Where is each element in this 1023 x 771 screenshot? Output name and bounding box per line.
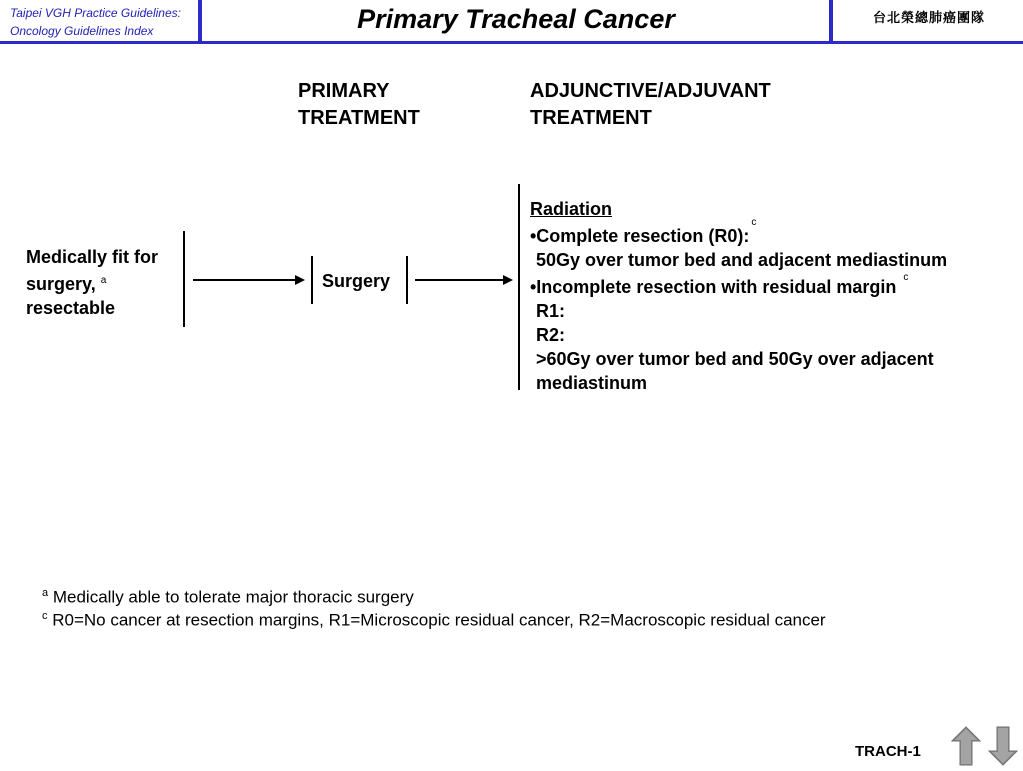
surgery-label: Surgery <box>322 271 391 291</box>
down-arrow-icon[interactable] <box>988 726 1018 766</box>
r2-detail-line2: mediastinum <box>536 373 648 393</box>
condition-box <box>26 245 186 320</box>
page-title: Primary Tracheal Cancer <box>357 4 675 34</box>
header-rule <box>0 41 1023 44</box>
adjunctive-header-line1: ADJUNCTIVE/ADJUVANT <box>530 80 771 102</box>
condition-line2: surgery, $^a$ <box>26 274 107 294</box>
condition-bracket <box>183 231 185 327</box>
surgery-bracket-right <box>406 256 408 304</box>
primary-header-line1: PRIMARY <box>298 80 390 102</box>
adjunctive-header-line2: TREATMENT <box>530 107 652 129</box>
index-link-line2[interactable]: Oncology Guidelines Index <box>10 24 154 38</box>
radiation-treatment <box>530 197 1020 395</box>
footnote-c-text: R0=No cancer at resection margins, R1=Microscopic residual cancer, R2=Macroscopic residual cancer <box>47 610 826 630</box>
footnote-a-marker: a <box>42 587 49 599</box>
arrow-right-icon <box>503 275 513 285</box>
complete-resection-item: •Complete resection (R0):$^c$ <box>530 217 757 246</box>
footnote-a-text: Medically able to tolerate major thoracic surgery <box>48 587 414 607</box>
footnote-ref-a: a <box>100 275 107 286</box>
arrow-right-icon <box>295 275 305 285</box>
r2-label: R2: <box>536 325 566 345</box>
treatment-bracket <box>518 184 520 390</box>
primary-header-line2: TREATMENT <box>298 107 420 129</box>
up-arrow-icon[interactable] <box>951 726 981 766</box>
surgery-bracket-left <box>311 256 313 304</box>
complete-resection-detail: 50Gy over tumor bed and adjacent mediastinum <box>536 250 948 270</box>
r2-detail-line1: >60Gy over tumor bed and 50Gy over adjacent <box>536 349 934 369</box>
guidelines-index-link[interactable] <box>0 0 199 43</box>
header-divider <box>829 0 833 43</box>
index-link-line1[interactable]: Taipei VGH Practice Guidelines: <box>10 6 181 20</box>
footnote-c-marker: c <box>42 610 48 622</box>
condition-line3: resectable <box>26 298 116 318</box>
flow-arrow-line <box>415 279 503 281</box>
footnote-ref-c: c <box>751 217 757 228</box>
org-name: 台北榮總肺癌團隊 <box>872 11 985 26</box>
condition-line1: Medically fit for <box>26 247 159 267</box>
primary-treatment-header <box>298 78 420 132</box>
page-id: TRACH-1 <box>855 743 921 760</box>
incomplete-resection-item: •Incomplete resection with residual margin $^c$ <box>530 272 909 297</box>
footnote-ref-c: c <box>903 272 909 283</box>
radiation-heading: Radiation <box>530 199 613 219</box>
r1-label: R1: <box>536 301 566 321</box>
adjunctive-treatment-header <box>530 78 771 132</box>
flow-arrow-line <box>193 279 295 281</box>
footnote-c <box>42 604 826 633</box>
